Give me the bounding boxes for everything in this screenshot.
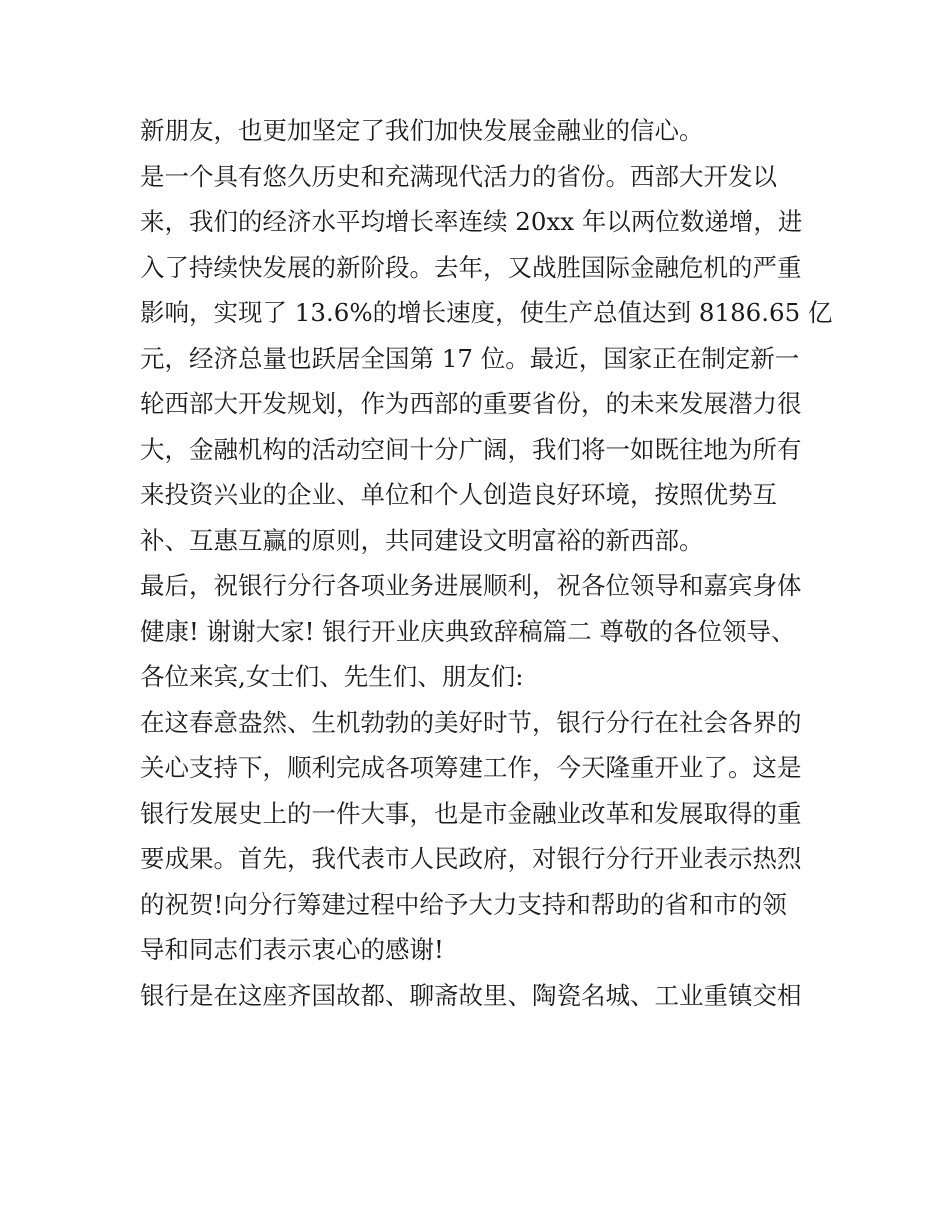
text-line: 银行是在这座齐国故都、聊斋故里、陶瓷名城、工业重镇交相	[140, 980, 802, 1010]
text-line: 大，金融机构的活动空间十分广阔，我们将一如既往地为所有	[140, 434, 802, 464]
text-line: 来投资兴业的企业、单位和个人创造良好环境，按照优势互	[140, 480, 777, 509]
text-line: 来，我们的经济水平均增长率连续 20xx 年以两位数递增，进	[140, 207, 803, 236]
text-line: 补、互惠互赢的原则，共同建设文明富裕的新西部。	[140, 525, 704, 555]
text-line: 健康! 谢谢大家! 银行开业庆典致辞稿篇二 尊敬的各位领导、	[140, 616, 796, 646]
text-line: 的祝贺!向分行筹建过程中给予大力支持和帮助的省和市的领	[140, 889, 787, 919]
text-line: 在这春意盎然、生机勃勃的美好时节，银行分行在社会各界的	[140, 707, 802, 737]
text-line: 关心支持下，顺利完成各项筹建工作，今天隆重开业了。这是	[140, 753, 802, 782]
text-line: 要成果。首先，我代表市人民政府，对银行分行开业表示热烈	[140, 844, 802, 873]
text-line: 是一个具有悠久历史和充满现代活力的省份。西部大开发以	[140, 161, 777, 191]
text-line: 轮西部大开发规划，作为西部的重要省份，的未来发展潜力很	[140, 389, 802, 418]
text-line: 各位来宾,女士们、先生们、朋友们:	[140, 662, 524, 691]
text-line: 最后，祝银行分行各项业务进展顺利，祝各位领导和嘉宾身体	[140, 571, 802, 600]
text-line: 影响，实现了 13.6%的增长速度，使生产总值达到 8186.65 亿	[140, 298, 833, 327]
text-line: 入了持续快发展的新阶段。去年，又战胜国际金融危机的严重	[140, 252, 802, 282]
text-line: 导和同志们表示衷心的感谢!	[140, 935, 444, 964]
text-line: 银行发展史上的一件大事，也是市金融业改革和发展取得的重	[140, 798, 802, 828]
document-body	[140, 108, 833, 1018]
text-line: 新朋友，也更加坚定了我们加快发展金融业的信心。	[140, 116, 704, 145]
text-line: 元，经济总量也跃居全国第 17 位。最近，国家正在制定新一	[140, 343, 800, 373]
